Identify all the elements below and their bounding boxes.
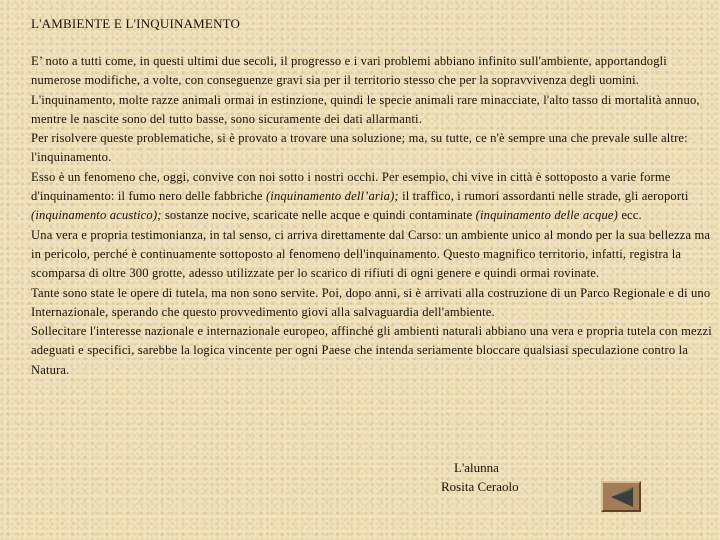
paragraph-conclusion: Sollecitare l'interesse nazionale e internazionale europeo, affinché gli ambienti naturali abbiano una vera e propria tutela con mezzi adeguati e specifici, sarebbe la logica vincente per ogni Paese che intenda seriamente bloccare qualsiasi speculazione contro la Natura. bbox=[31, 324, 712, 377]
paragraph-solution: Per risolvere queste problematiche, si è provato a trovare una soluzione; ma, su tutte, ce n'è sempre una che prevale sulle altre: l'inquinamento. bbox=[31, 131, 688, 165]
back-arrow-icon bbox=[609, 486, 635, 508]
back-button[interactable] bbox=[601, 481, 641, 512]
signature-name: Rosita Ceraolo bbox=[441, 479, 519, 494]
document-page bbox=[31, 14, 715, 380]
page-title: L'AMBIENTE E L'INQUINAMENTO bbox=[31, 16, 241, 31]
document-body bbox=[31, 52, 715, 380]
paragraph-intro: E’ noto a tutti come, in questi ultimi due secoli, il progresso e i vari problemi abbiano infinito sull'ambiente, apportandogli numerose modifiche, a volte, con conseguenze gravi sia per il territorio stesso che per la sopravvivenza degli uomini. L'inquinamento, molte razze animali ormai in estinzione, quindi le specie animali rare minacciate, l'alto tasso di mortalità annuo, mentre le nascite sono del tutto basse, sono sicuramente dei dati allarmanti. bbox=[31, 54, 700, 126]
paragraph-pollution-types: Esso è un fenomeno che, oggi, convive con noi sotto i nostri occhi. Per esempio, chi vive in città è sottoposto a varie forme d'inquinamento: il fumo nero delle fabbriche (inquinamento dell’aria); il traffico, i rumori assordanti nelle strade, gli aeroporti (inquinamento acustico); sostanze nocive, scaricate nelle acque e quindi contaminate (inquinamento delle acque) ecc. bbox=[31, 169, 689, 223]
signature-role: L'alunna bbox=[454, 460, 499, 475]
paragraph-protection: Tante sono state le opere di tutela, ma non sono servite. Poi, dopo anni, si è arrivati alla costruzione di un Parco Regionale e di uno Internazionale, sperando che questo provvedimento giovi alla salvaguardia dell'ambiente. bbox=[31, 285, 711, 319]
paragraph-carso: Una vera e propria testimonianza, in tal senso, ci arriva direttamente dal Carso: un ambiente unico al mondo per la sua bellezza ma in pericolo, perché è continuamente sottoposto al fenomeno dell'inquinamento. Questo magnifico territorio, infatti, registra la scomparsa di oltre 300 grotte, adesso utilizzate per lo scarico di rifiuti di ogni genere e quindi ormai rovinate. bbox=[31, 227, 711, 281]
